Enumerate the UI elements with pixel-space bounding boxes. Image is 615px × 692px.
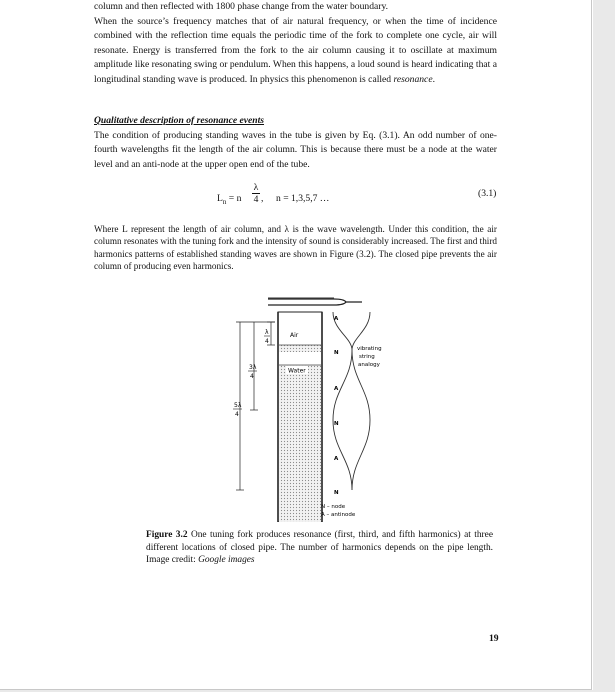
eq-comma: , bbox=[261, 193, 264, 204]
antinode-label: A bbox=[334, 386, 339, 392]
dim-label-2-den: 4 bbox=[250, 373, 254, 380]
paragraph-text: When the source’s frequency matches that of air natural frequency, or when the time of incidence combined with the reflection time equals the periodic time of the fork to complete one cycle, air will resonate. Energy is transferred from the fork to the air column causing it to oscillate at maximum amplitude like resonating swing or pendulum. When this happens, a loud sound is heard indicating that a longitudinal standing wave is produced. In physics this phenomenon is called bbox=[94, 15, 497, 85]
paragraph-resonance bbox=[94, 0, 497, 88]
water-region-1 bbox=[279, 345, 321, 352]
caption-credit: Google images bbox=[198, 555, 255, 566]
dim-label-3-num: 5λ bbox=[234, 402, 242, 409]
standing-wave bbox=[333, 312, 370, 490]
section-heading: Qualitative description of resonance events bbox=[94, 115, 265, 126]
equation-number: (3.1) bbox=[478, 188, 497, 199]
figure-closed-pipe bbox=[226, 290, 406, 522]
eq-condition: n = 1,3,5,7 … bbox=[276, 193, 330, 204]
page-number: 19 bbox=[489, 633, 499, 644]
section-qualitative bbox=[94, 114, 497, 172]
paragraph-body bbox=[94, 15, 497, 88]
label-vibrating: vibrating bbox=[357, 346, 382, 352]
label-water: Water bbox=[288, 367, 306, 375]
label-analogy: analogy bbox=[358, 362, 380, 368]
dim-label-1-den: 4 bbox=[265, 338, 269, 345]
term-resonance: resonance bbox=[393, 73, 433, 85]
scroll-gutter bbox=[593, 0, 615, 692]
label-air: Air bbox=[290, 332, 299, 339]
node-label: N bbox=[334, 350, 339, 356]
eq-lhs: L bbox=[217, 193, 223, 204]
label-string: string bbox=[359, 354, 375, 360]
eq-lhs-sub: n bbox=[222, 197, 227, 206]
legend-antinode: A – antinode bbox=[321, 512, 356, 518]
eq-denominator: 4 bbox=[253, 194, 259, 205]
water-region-2 bbox=[279, 365, 321, 522]
punctuation: . bbox=[432, 73, 435, 85]
legend-node: N – node bbox=[321, 504, 346, 510]
section-body: The condition of producing standing waves in the tube is given by Eq. (3.1). An odd number of one-fourth wavelengths fit the length of the air column. This is because there must be a node at the water level and an anti-node at the upper open end of the tube. bbox=[94, 129, 497, 170]
node-label: N bbox=[334, 490, 339, 496]
caption-label: Figure 3.2 bbox=[146, 530, 188, 540]
paragraph-where: Where L represent the length of air column, and λ is the wave wavelength. Under this condition, the air column resonates with the tuning fork and the intensity of sound is considerably increased. The first and third harmonics patterns of established standing waves are shown in Figure (3.2). The closed pipe prevents the air column of producing even harmonics. bbox=[94, 224, 497, 272]
dimension-lines bbox=[236, 322, 275, 490]
antinode-label: A bbox=[334, 316, 339, 322]
caption-text: One tuning fork produces resonance (first, third, and fifth harmonics) at three different locations of closed pipe. The number of harmonics depends on the pipe length. Image credit: bbox=[146, 530, 493, 566]
dim-label-1-num: λ bbox=[265, 329, 269, 336]
dim-label-3-den: 4 bbox=[235, 411, 239, 418]
dim-label-2-num: 3λ bbox=[249, 364, 257, 371]
node-label: N bbox=[334, 421, 339, 427]
antinode-label: A bbox=[334, 456, 339, 462]
paragraph-line: column and then reflected with 1800 phase change from the water boundary. bbox=[94, 1, 389, 12]
figure-caption bbox=[146, 529, 493, 567]
tuning-fork bbox=[268, 298, 362, 306]
eq-numerator: λ bbox=[253, 182, 259, 193]
eq-equals: = n bbox=[228, 193, 242, 204]
